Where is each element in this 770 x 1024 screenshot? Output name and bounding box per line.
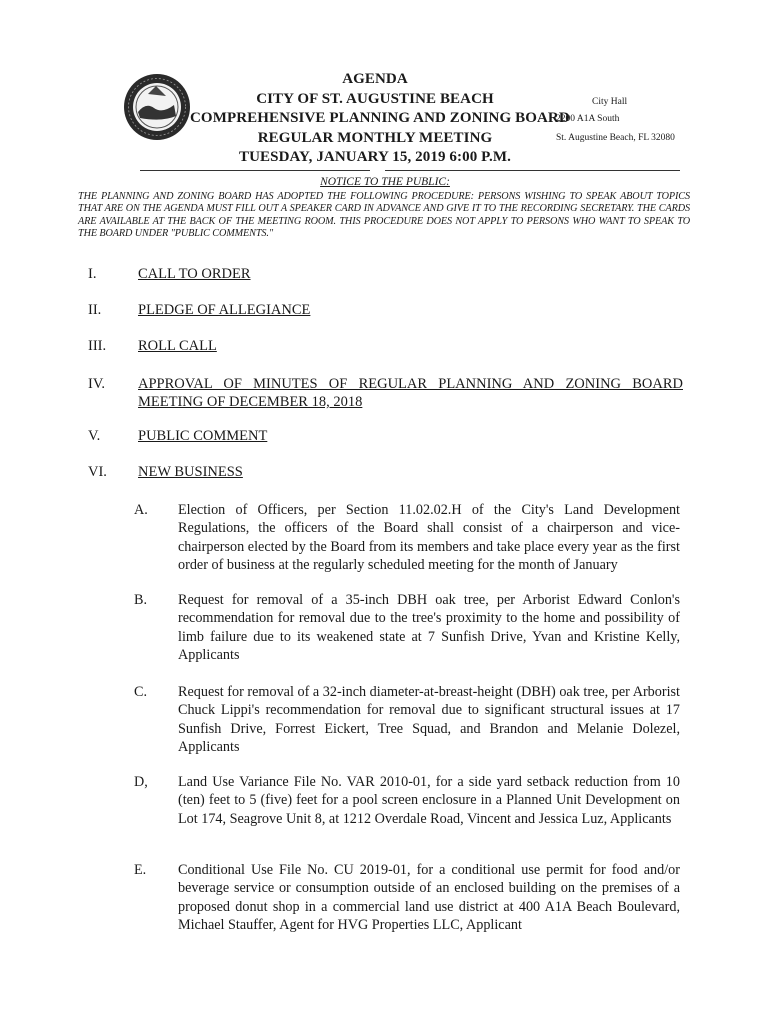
section-title: CALL TO ORDER — [138, 266, 251, 282]
title-line: COMPREHENSIVE PLANNING AND ZONING BOARD — [190, 110, 570, 126]
section-title: ROLL CALL — [138, 338, 217, 354]
item-text: Request for removal of a 32-inch diameter-at-breast-height (DBH) oak tree, per Arborist Chuck Lippi's recommendation for removal due to significant structural issues at 17 Sunfish Drive, Forrest Eickert, Tree Squad, and Brandon and Melanie Dolezel, Applicants — [178, 684, 680, 756]
city-seal-logo — [122, 72, 192, 142]
section-title: PLEDGE OF ALLEGIANCE — [138, 302, 311, 318]
section-title: NEW BUSINESS — [138, 464, 243, 480]
section-title: PUBLIC COMMENT — [138, 428, 268, 444]
section-number: II. — [88, 302, 102, 318]
section-number: VI. — [88, 464, 107, 480]
title-line: TUESDAY, JANUARY 15, 2019 6:00 P.M. — [238, 149, 512, 165]
item-text: Land Use Variance File No. VAR 2010-01, for a side yard setback reduction from 10 (ten) feet to 5 (five) feet for a pool screen enclosure in a Planned Unit Development on Lot 174, Seagrove Unit 8, at 1212 Overdale Road, Vincent and Jessica Luz, Applicants — [178, 774, 680, 827]
address-line: St. Augustine Beach, FL 32080 — [556, 133, 675, 143]
address-line: 2200 A1A South — [556, 114, 620, 124]
item-text: Conditional Use File No. CU 2019-01, for a conditional use permit for food and/or beverage service or consumption outside of an enclosed building on the premises of a proposed donut shop in a commercial land use district at 400 A1A Beach Boulevard, Michael Stauffer, Agent for HVG Properties LLC, Applicant — [178, 862, 680, 934]
item-text: Request for removal of a 35-inch DBH oak tree, per Arborist Edward Conlon's recommendation for removal due to the tree's proximity to the home and possibility of limb failure due to its weakened state at 7 Sunfish Drive, Yvan and Kristine Kelly, Applicants — [178, 592, 680, 664]
title-line: AGENDA — [342, 71, 408, 87]
city-hall-address — [556, 92, 706, 149]
item-letter: C. — [134, 684, 148, 700]
header-divider-right — [385, 170, 680, 171]
agenda-title-block — [190, 70, 570, 168]
item-letter: A. — [134, 502, 148, 518]
item-text: Election of Officers, per Section 11.02.02.H of the City's Land Development Regulations, the officers of the Board shall consist of a chairperson and vice-chairperson elected by the Board from its members and take place every year as the first order of business at the regularly scheduled meeting for the month of January — [178, 502, 680, 574]
title-line: REGULAR MONTHLY MEETING — [257, 129, 493, 146]
section-number: IV. — [88, 376, 106, 392]
header-divider-left — [140, 170, 370, 171]
address-line: City Hall — [592, 97, 628, 107]
notice-title: NOTICE TO THE PUBLIC: — [320, 176, 450, 188]
item-letter: B. — [134, 592, 148, 608]
section-number: I. — [88, 266, 97, 282]
notice-body: THE PLANNING AND ZONING BOARD HAS ADOPTED THE FOLLOWING PROCEDURE: PERSONS WISHING TO SPEAK ABOUT TOPICS THAT ARE ON THE AGENDA MUST FILL OUT A SPEAKER CARD IN ADVANCE AND GIVE IT TO THE RECORDING SECRETARY. THE CARDS ARE AVAILABLE AT THE BACK OF THE MEETING ROOM. THIS PROCEDURE DOES NOT APPLY TO PERSONS WHO WANT TO SPEAK TO THE BOARD UNDER "PUBLIC COMMENTS." — [78, 191, 690, 239]
section-title: APPROVAL OF MINUTES OF REGULAR PLANNING AND ZONING BOARD MEETING OF DECEMBER 18, 2018 — [138, 376, 683, 410]
item-letter: D, — [134, 774, 148, 790]
section-number: V. — [88, 428, 101, 444]
title-line: CITY OF ST. AUGUSTINE BEACH — [256, 90, 494, 107]
item-letter: E. — [134, 862, 147, 878]
section-number: III. — [88, 338, 107, 354]
